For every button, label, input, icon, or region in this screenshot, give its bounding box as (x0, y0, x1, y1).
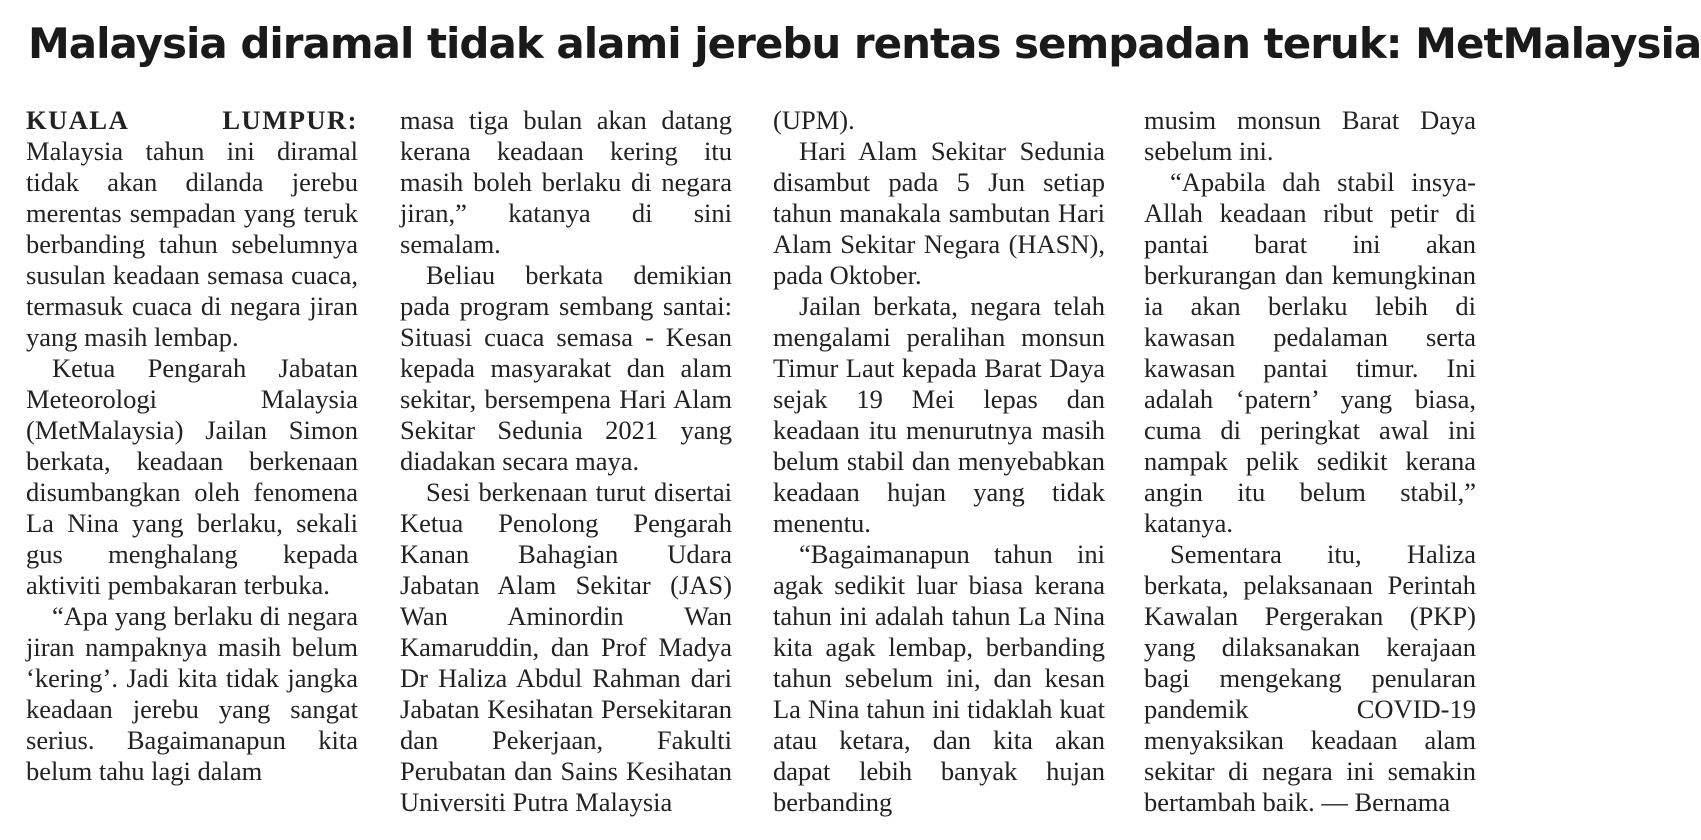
article-column-2 (400, 105, 732, 840)
paragraph: Ketua Pengarah Jabatan Meteorologi Malaysia (MetMalaysia) Jailan Simon berkata, keadaan berkenaan disumbangkan oleh fenomena La Nina yang berlaku, sekali gus menghalang kepada aktiviti pembakaran terbuka. (26, 353, 358, 600)
paragraph: Jailan berkata, negara telah mengalami peralihan monsun Timur Laut kepada Barat Daya sejak 19 Mei lepas dan keadaan itu menurutnya masih belum stabil dan menyebabkan keadaan hujan yang tidak menentu. (773, 291, 1105, 538)
paragraph (26, 105, 358, 353)
article-column-4 (1144, 105, 1476, 840)
paragraph: masa tiga bulan akan datang kerana keadaan kering itu masih boleh berlaku di negara jiran,” katanya di sini semalam. (400, 105, 732, 259)
paragraph: “Bagaimanapun tahun ini agak sedikit luar biasa kerana tahun ini adalah tahun La Nina kita agak lembap, berbanding tahun sebelum ini, dan kesan La Nina tahun ini tidaklah kuat atau ketara, dan kita akan dapat lebih banyak hujan berbanding (773, 539, 1105, 817)
article-column-1 (26, 105, 358, 840)
paragraph: “Apa yang berlaku di negara jiran nampaknya masih belum ‘kering’. Jadi kita tidak jangka keadaan jerebu yang sangat serius. Bagaimanapun kita belum tahu lagi dalam (26, 601, 358, 786)
paragraph: Hari Alam Sekitar Sedunia disambut pada 5 Jun setiap tahun manakala sambutan Hari Alam Sekitar Negara (HASN), pada Oktober. (773, 136, 1105, 290)
dateline: KUALA LUMPUR: (26, 105, 358, 135)
paragraph: “Apabila dah stabil insya-Allah keadaan ribut petir di pantai barat ini akan berkurangan dan kemungkinan ia akan berlaku lebih di kawasan pedalaman serta kawasan pantai timur. Ini adalah ‘patern’ yang biasa, cuma di peringkat awal ini nampak pelik sedikit kerana angin itu belum stabil,” katanya. (1144, 167, 1476, 538)
article-headline: Malaysia diramal tidak alami jerebu rentas sempadan teruk: MetMalaysia (28, 19, 1701, 68)
paragraph: Beliau berkata demikian pada program sembang santai: Situasi cuaca semasa - Kesan kepada masyarakat dan alam sekitar, bersempena Hari Alam Sekitar Sedunia 2021 yang diadakan secara maya. (400, 260, 732, 476)
paragraph: Sementara itu, Haliza berkata, pelaksanaan Perintah Kawalan Pergerakan (PKP) yang dilaksanakan kerajaan bagi mengekang penularan pandemik COVID-19 menyaksikan keadaan alam sekitar di negara ini semakin bertambah baik. — Bernama (1144, 539, 1476, 817)
paragraph: Sesi berkenaan turut disertai Ketua Penolong Pengarah Kanan Bahagian Udara Jabatan Alam Sekitar (JAS) Wan Aminordin Wan Kamaruddin, dan Prof Madya Dr Haliza Abdul Rahman dari Jabatan Kesihatan Persekitaran dan Pekerjaan, Fakulti Perubatan dan Sains Kesihatan Universiti Putra Malaysia (400, 477, 732, 817)
article-column-3 (773, 105, 1105, 840)
paragraph: musim monsun Barat Daya sebelum ini. (1144, 105, 1476, 166)
paragraph-text: Malaysia tahun ini diramal tidak akan dilanda jerebu merentas sempadan yang teruk berbanding tahun sebelumnya susulan keadaan semasa cuaca, termasuk cuaca di negara jiran yang masih lembap. (26, 136, 358, 352)
paragraph: (UPM). (773, 105, 855, 135)
